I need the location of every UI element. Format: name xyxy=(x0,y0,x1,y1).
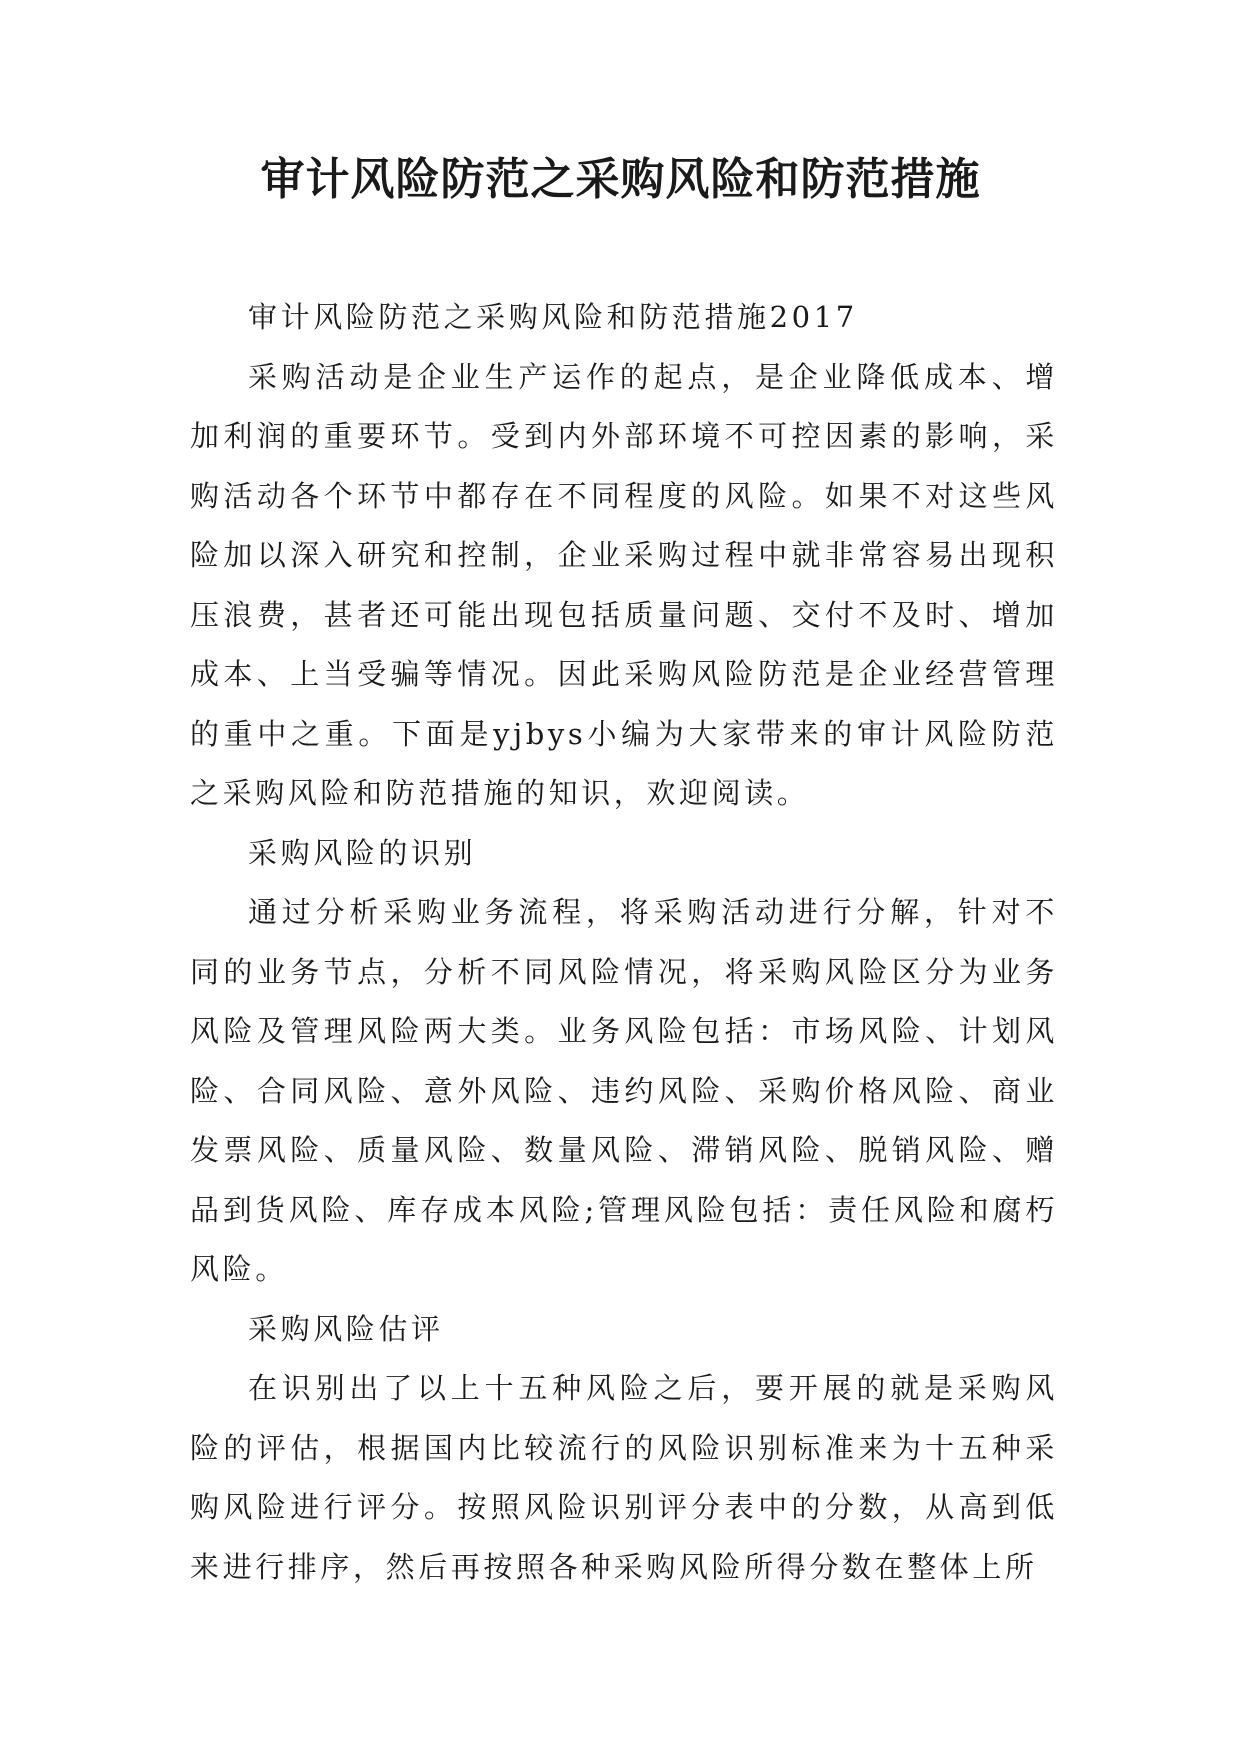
paragraph-assessment: 在识别出了以上十五种风险之后，要开展的就是采购风险的评估，根据国内比较流行的风险识别标准来为十五种采购风险进行评分。按照风险识别评分表中的分数，从高到低来进行排序，然后再按照各种采购风险所得分数在整体上所 xyxy=(190,1371,1058,1584)
section-heading-identification: 采购风险的识别 xyxy=(248,835,477,870)
paragraph-subtitle: 审计风险防范之采购风险和防范措施2017 xyxy=(248,300,858,334)
paragraph-intro: 采购活动是企业生产运作的起点，是企业降低成本、增加利润的重要环节。受到内外部环境不可控因素的影响，采购活动各个环节中都存在不同程度的风险。如果不对这些风险加以深入研究和控制，企业采购过程中就非常容易出现积压浪费，甚者还可能出现包括质量问题、交付不及时、增加成本、上当受骗等情况。因此采购风险防范是企业经营管理的重中之重。下面是yjbys小编为大家带来的审计风险防范之采购风险和防范措施的知识，欢迎阅读。 xyxy=(190,359,1058,810)
document-body xyxy=(190,288,1058,1597)
document-title: 审计风险防范之采购风险和防范措施 xyxy=(260,154,981,205)
paragraph-identification: 通过分析采购业务流程，将采购活动进行分解，针对不同的业务节点，分析不同风险情况，将采购风险区分为业务风险及管理风险两大类。业务风险包括：市场风险、计划风险、合同风险、意外风险、违约风险、采购价格风险、商业发票风险、质量风险、数量风险、滞销风险、脱销风险、赠品到货风险、库存成本风险;管理风险包括：责任风险和腐朽风险。 xyxy=(190,895,1058,1286)
section-heading-assessment: 采购风险估评 xyxy=(248,1311,444,1346)
